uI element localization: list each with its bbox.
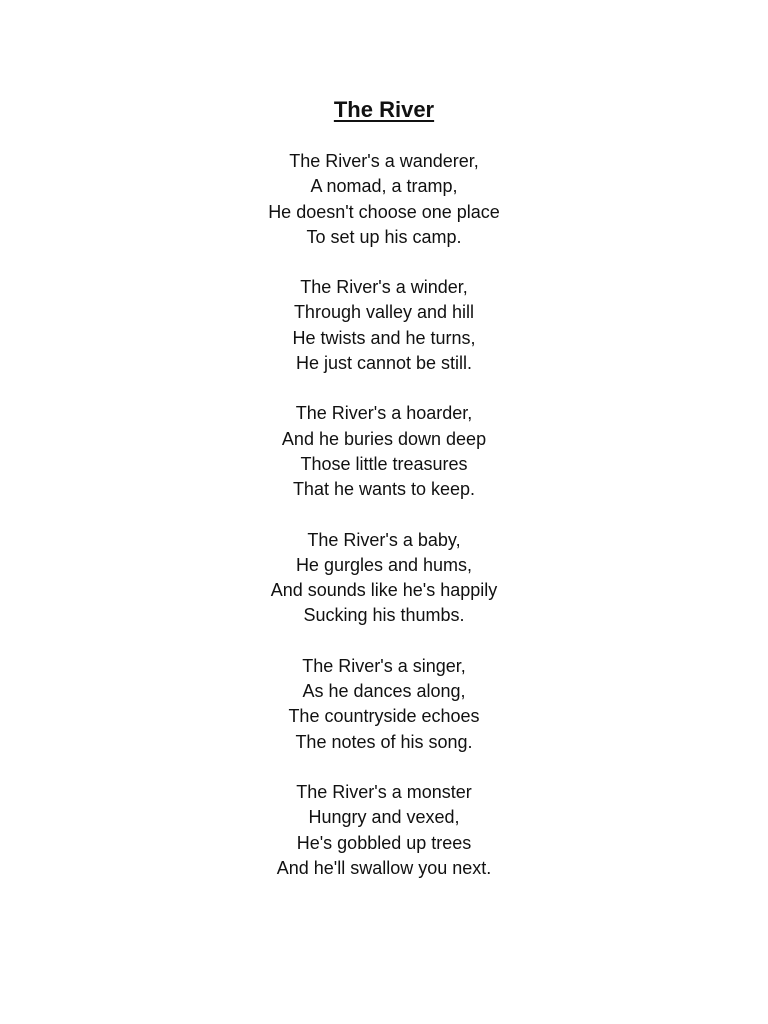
poem-line: That he wants to keep. [292,479,476,500]
poem-line: The River's a winder, [300,277,468,298]
poem-line: And he buries down deep [281,428,487,449]
stanza-2 [0,275,768,376]
poem-line: The River's a hoarder, [295,403,473,424]
poem-line: As he dances along, [302,681,466,702]
poem-line: The notes of his song. [295,731,473,752]
poem-line: A nomad, a tramp, [310,176,458,197]
stanza-3 [0,401,768,502]
poem-line: And sounds like he's happily [270,580,498,601]
poem-line: Hungry and vexed, [308,807,460,828]
poem-body [0,149,768,906]
poem-line: Those little treasures [300,453,468,474]
poem-line: The River's a singer, [302,655,466,676]
poem-line: He doesn't choose one place [268,201,500,222]
stanza-6 [0,780,768,881]
poem-line: He twists and he turns, [292,327,476,348]
poem-line: He's gobbled up trees [296,832,472,853]
poem-line: The River's a baby, [307,529,461,550]
poem-line: And he'll swallow you next. [276,857,492,878]
poem-line: Through valley and hill [293,302,475,323]
poem-title: The River [333,97,435,122]
poem-line: The countryside echoes [288,706,480,727]
poem-line: He just cannot be still. [295,353,473,374]
poem-line: He gurgles and hums, [295,554,473,575]
stanza-5 [0,654,768,755]
stanza-1 [0,149,768,250]
poem-line: To set up his camp. [306,226,462,247]
stanza-4 [0,528,768,629]
poem-line: The River's a wanderer, [289,151,479,171]
poem-line: Sucking his thumbs. [303,605,465,626]
poem-line: The River's a monster [296,781,472,802]
